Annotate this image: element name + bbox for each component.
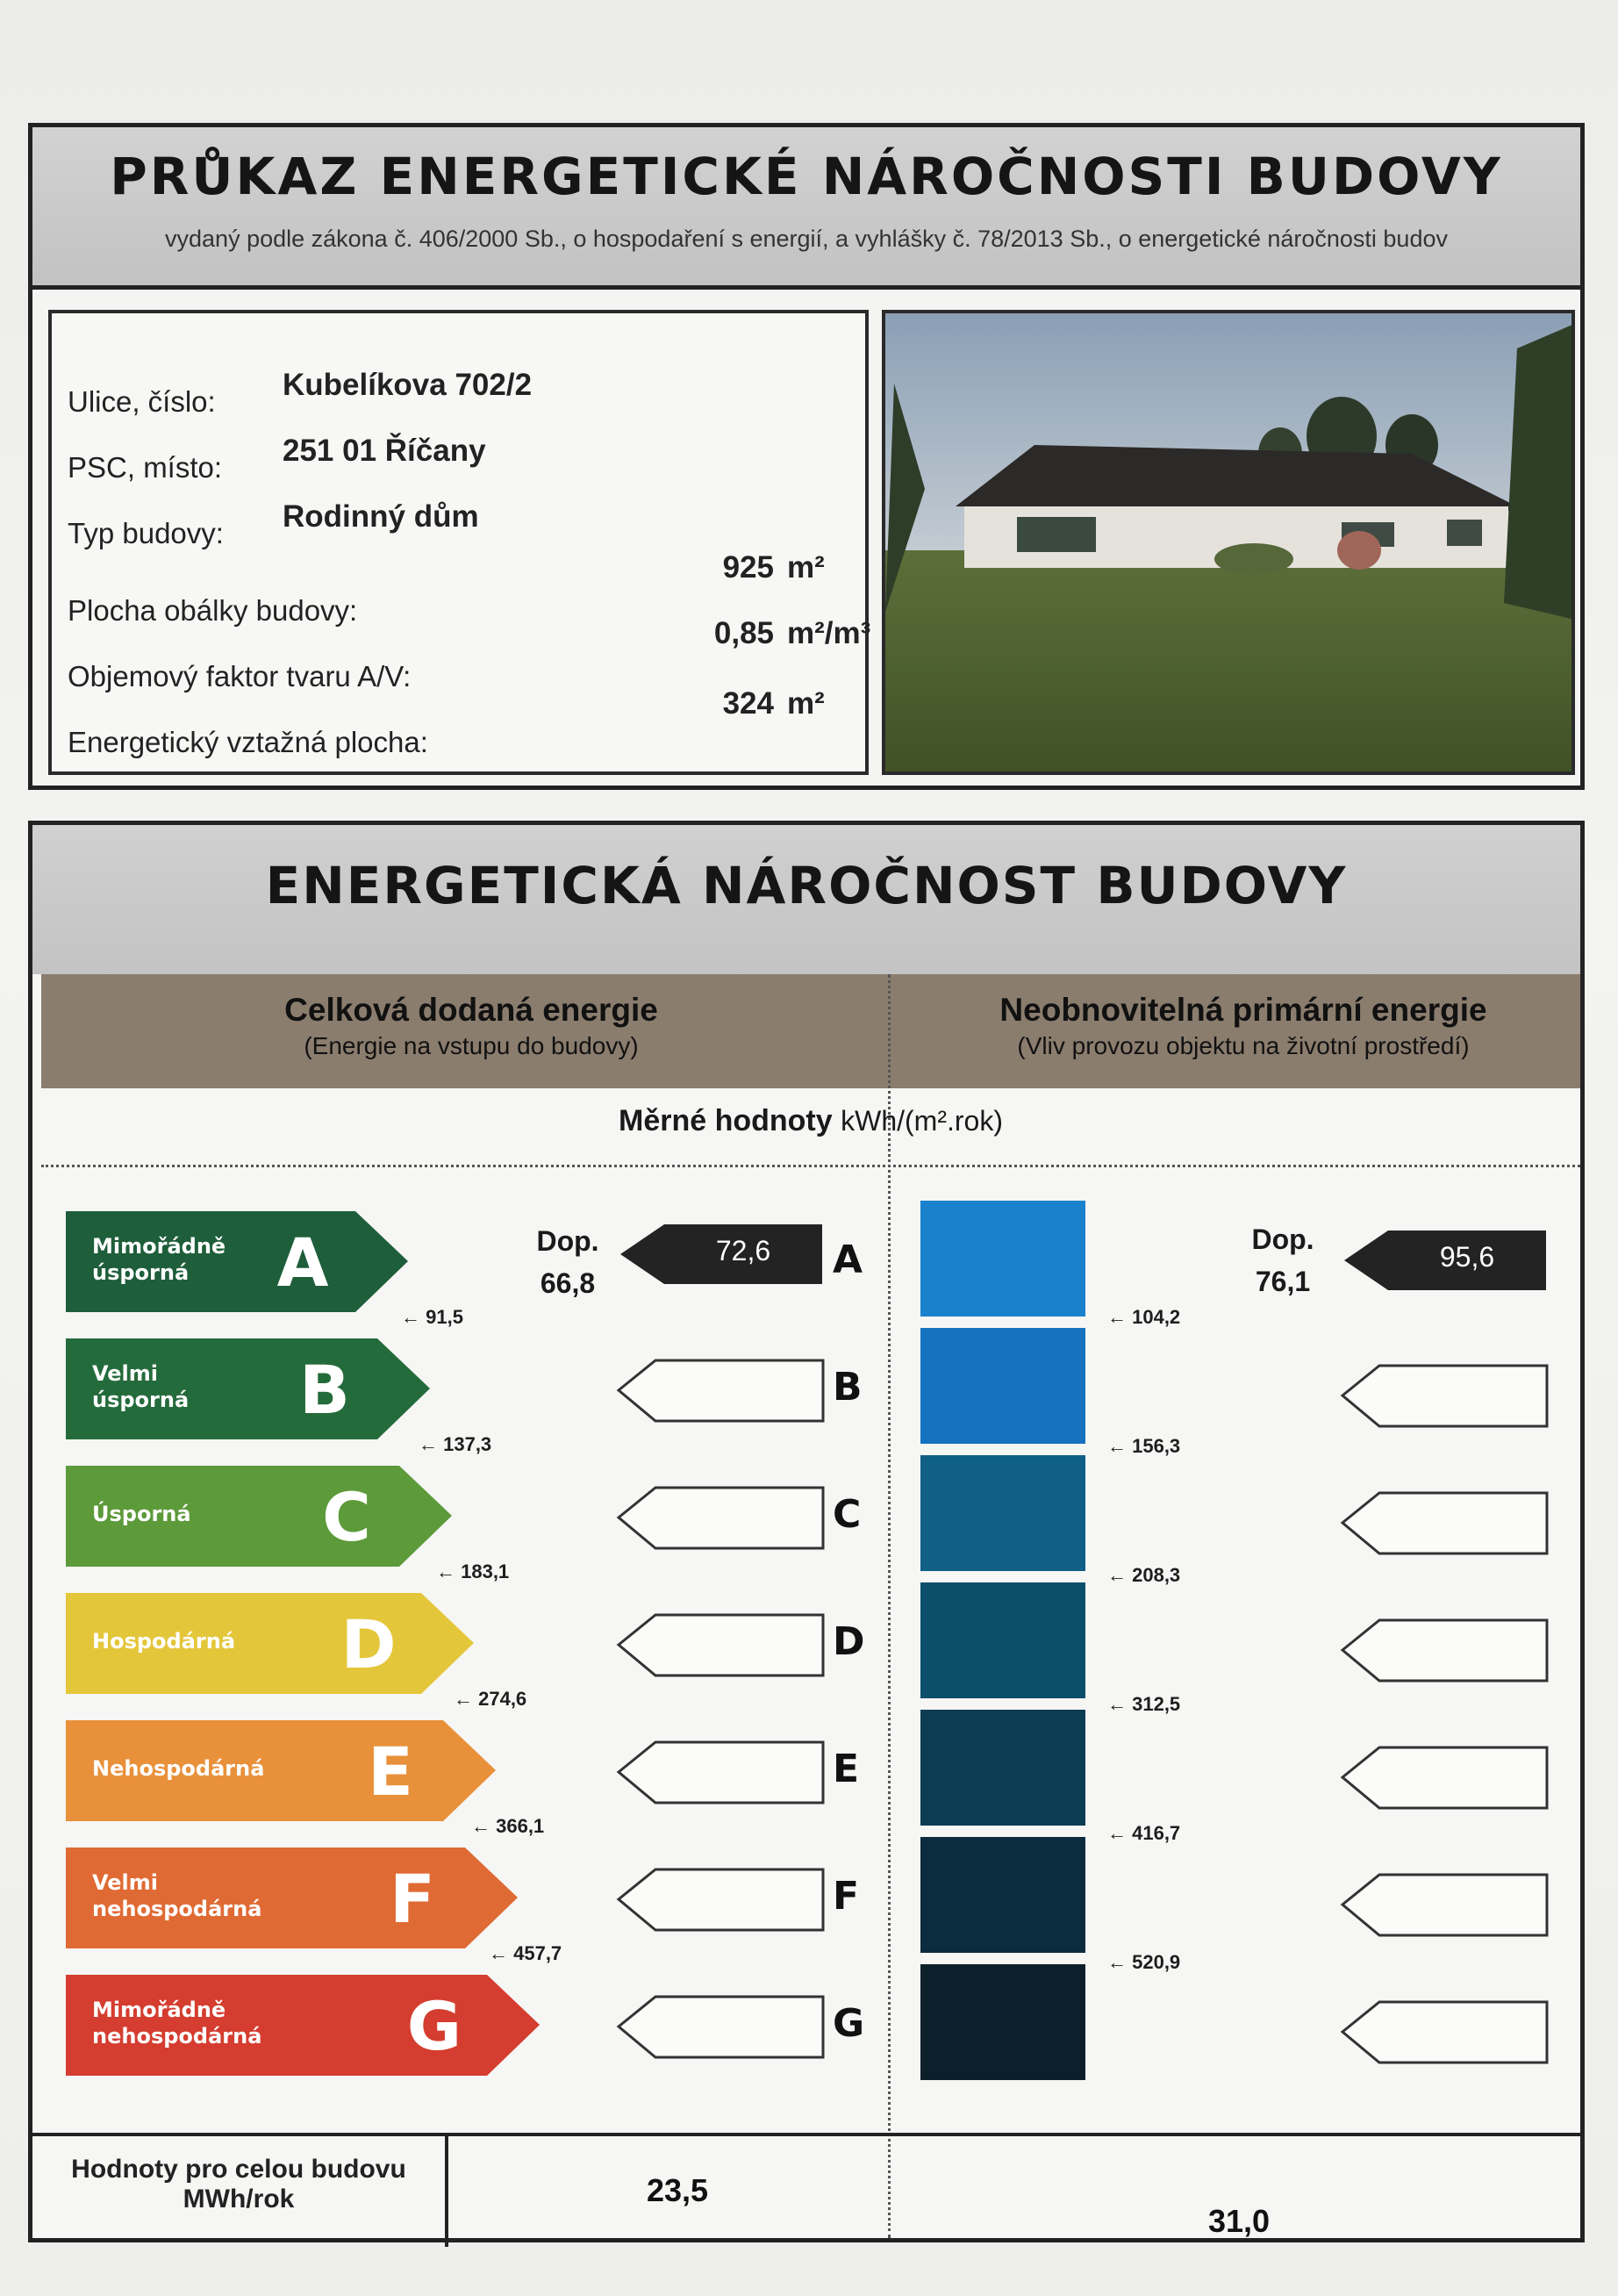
specific-values-label: Měrné hodnoty (619, 1104, 833, 1137)
left-rating-arrow (620, 1224, 822, 1284)
specific-values-unit: kWh/(m².rok) (841, 1105, 1003, 1137)
psc-label: PSC, místo: (68, 451, 223, 484)
class-name-line1: Nehospodárná (92, 1756, 265, 1781)
column-headings (41, 974, 1580, 1088)
class-name-g (92, 1997, 311, 2049)
right-empty-arrow-e (1340, 1745, 1550, 1811)
building-details (48, 310, 869, 775)
left-recommended (515, 1220, 620, 1304)
scale-letter-a: A (833, 1238, 863, 1282)
left-empty-arrow-d (616, 1612, 827, 1678)
class-arrow-e (66, 1720, 496, 1821)
envelope-row (68, 550, 848, 627)
whole-building-title: Hodnoty pro celou budovu (71, 2155, 406, 2184)
class-letter-g: G (406, 1987, 462, 2065)
reference-area-value: 324 (722, 686, 774, 721)
primary-energy-bar-b (920, 1328, 1085, 1444)
footer-separator (445, 2133, 448, 2247)
class-letter-b: B (299, 1351, 350, 1429)
street-value: Kubelíkova 702/2 (283, 368, 533, 402)
delivered-energy-subheading: (Energie na vstupu do budovy) (304, 1032, 639, 1059)
class-arrow-f (66, 1848, 518, 1948)
class-name-line2: úsporná (92, 1388, 190, 1412)
primary-energy-total: 31,0 (1208, 2203, 1271, 2239)
type-label: Typ budovy: (68, 517, 224, 549)
shape-factor-row (68, 616, 871, 692)
left-class-boundary: ← 137,3 (419, 1433, 492, 1455)
delivered-energy-total: 23,5 (647, 2172, 709, 2208)
primary-energy-subheading: (Vliv provozu objektu na životní prostředí) (1017, 1032, 1470, 1059)
reference-area-row (68, 686, 848, 758)
class-name-f (92, 1869, 311, 1922)
right-empty-arrow-g (1340, 1999, 1550, 2065)
left-empty-arrow-g (616, 1994, 827, 2060)
primary-energy-heading: Neobnovitelná primární energie (999, 992, 1487, 1028)
class-letter-c: C (322, 1478, 371, 1556)
primary-energy-bar-f (920, 1837, 1085, 1953)
class-name-line1: Mimořádně (92, 1998, 226, 2022)
right-empty-arrow-c (1340, 1490, 1550, 1556)
whole-building-label (32, 2155, 445, 2214)
building-info-panel (28, 123, 1585, 790)
psc-value: 251 01 Říčany (283, 434, 486, 468)
scale-letter-f: F (833, 1874, 860, 1919)
shape-factor-label: Objemový faktor tvaru A/V: (68, 660, 412, 692)
energy-performance-panel (28, 821, 1585, 2242)
left-column-heading (89, 992, 853, 1060)
right-class-boundary: ← 104,2 (1107, 1306, 1181, 1328)
right-empty-arrow-d (1340, 1618, 1550, 1683)
certificate-header (32, 127, 1580, 290)
class-name-line1: Úsporná (92, 1502, 191, 1526)
class-arrow-g (66, 1975, 540, 2076)
scale-letter-b: B (833, 1365, 863, 1410)
right-rating-value: 95,6 (1439, 1241, 1495, 1273)
class-name-line1: Velmi (92, 1870, 158, 1895)
psc-row (68, 432, 848, 484)
primary-energy-bar-c (920, 1455, 1085, 1571)
left-empty-arrow-c (616, 1485, 827, 1551)
right-dop-label: Dop. (1251, 1223, 1314, 1255)
right-class-boundary: ← 312,5 (1107, 1693, 1181, 1715)
primary-energy-bar-e (920, 1710, 1085, 1826)
class-letter-f: F (390, 1860, 435, 1938)
class-letter-a: A (276, 1223, 329, 1302)
left-class-boundary: ← 274,6 (454, 1688, 527, 1710)
class-name-d (92, 1628, 311, 1654)
primary-energy-bar-g (920, 1964, 1085, 2080)
section-title: ENERGETICKÁ NÁROČNOST BUDOVY (265, 856, 1348, 915)
class-name-line2: nehospodárná (92, 1897, 262, 1921)
left-dop-label: Dop. (536, 1225, 599, 1257)
right-rating-arrow (1344, 1231, 1546, 1290)
reference-area-label: Energetický vztažná plocha: (68, 726, 428, 758)
document-title: PRŮKAZ ENERGETICKÉ NÁROČNOSTI BUDOVY (110, 147, 1503, 206)
type-row (68, 498, 848, 550)
delivered-energy-heading: Celková dodaná energie (284, 992, 658, 1028)
left-class-boundary: ← 91,5 (401, 1306, 463, 1328)
footer-divider (32, 2133, 1580, 2136)
right-recommended (1230, 1218, 1335, 1302)
left-class-boundary: ← 183,1 (436, 1561, 510, 1582)
right-column-heading (862, 992, 1618, 1060)
right-dop-value: 76,1 (1255, 1266, 1311, 1297)
scale-letter-e: E (833, 1747, 860, 1791)
left-class-boundary: ← 366,1 (471, 1815, 545, 1837)
class-arrow-b (66, 1338, 430, 1439)
right-class-boundary: ← 156,3 (1107, 1435, 1181, 1457)
scale-letter-d: D (833, 1619, 865, 1664)
left-dop-value: 66,8 (540, 1267, 596, 1299)
right-empty-arrow-f (1340, 1872, 1550, 1938)
scale-letter-c: C (833, 1492, 862, 1537)
envelope-unit: m² (787, 550, 825, 585)
reference-area-unit: m² (787, 686, 825, 721)
type-value: Rodinný dům (283, 499, 479, 534)
shape-factor-unit: m²/m³ (787, 616, 871, 650)
left-empty-arrow-e (616, 1740, 827, 1805)
class-letter-d: D (340, 1605, 397, 1683)
primary-energy-bar-d (920, 1582, 1085, 1698)
class-arrow-c (66, 1466, 452, 1567)
envelope-value: 925 (722, 550, 774, 585)
class-name-b (92, 1360, 311, 1413)
right-class-boundary: ← 208,3 (1107, 1564, 1181, 1586)
street-label: Ulice, číslo: (68, 385, 216, 418)
specific-values-row (41, 1088, 1580, 1167)
right-class-boundary: ← 520,9 (1107, 1951, 1181, 1973)
class-letter-e: E (368, 1733, 413, 1811)
shape-factor-value: 0,85 (713, 616, 774, 650)
class-name-e (92, 1755, 311, 1782)
building-photo (882, 310, 1575, 775)
document-subtitle: vydaný podle zákona č. 406/2000 Sb., o hospodaření s energií, a vyhlášky č. 78/2013 Sb., o energetické náročnosti budov (165, 226, 1448, 252)
class-name-line1: Hospodárná (92, 1629, 236, 1654)
left-empty-arrow-f (616, 1867, 827, 1933)
left-empty-arrow-b (616, 1358, 827, 1424)
class-name-line1: Velmi (92, 1361, 158, 1386)
class-name-line2: nehospodárná (92, 2024, 262, 2048)
left-class-boundary: ← 457,7 (489, 1942, 562, 1964)
energy-section-header (32, 825, 1580, 974)
class-name-line1: Mimořádně (92, 1234, 226, 1259)
left-rating-value: 72,6 (715, 1235, 771, 1266)
street-row (68, 366, 848, 419)
whole-building-unit: MWh/rok (183, 2185, 295, 2213)
right-class-boundary: ← 416,7 (1107, 1822, 1181, 1844)
envelope-label: Plocha obálky budovy: (68, 594, 358, 627)
class-name-c (92, 1501, 311, 1527)
class-arrow-d (66, 1593, 474, 1694)
primary-energy-bar-a (920, 1201, 1085, 1317)
class-arrow-a (66, 1211, 408, 1312)
right-empty-arrow-b (1340, 1363, 1550, 1429)
scale-letter-g: G (833, 2001, 865, 2046)
class-name-line2: úsporná (92, 1260, 190, 1285)
